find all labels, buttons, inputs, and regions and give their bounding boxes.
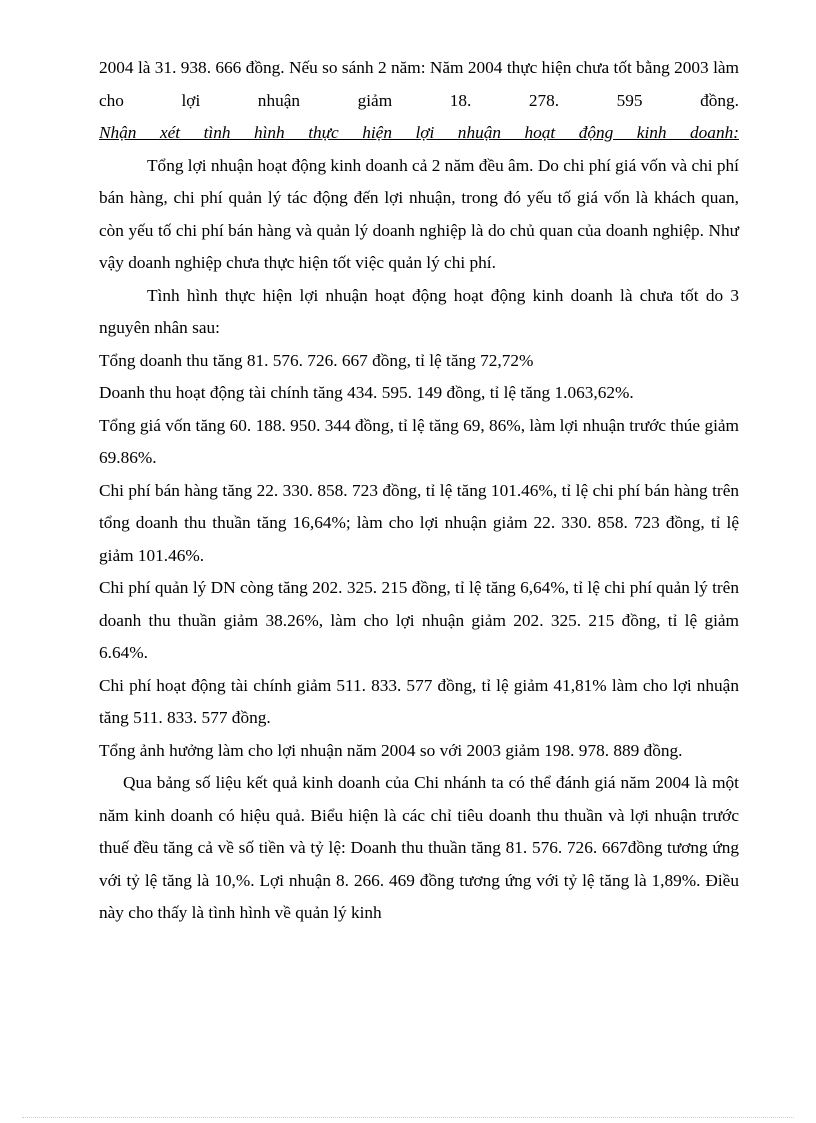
paragraph-three-causes: Tình hình thực hiện lợi nhuận hoạt động hoạt động kinh doanh là chưa tốt do 3 nguyên nhân sau: [99, 285, 739, 337]
page-bottom-divider [22, 1117, 794, 1118]
list-item-financial-expenses: Chi phí hoạt động tài chính giảm 511. 833. 577 đồng, tỉ lệ giảm 41,81% làm cho lợi nhuận tăng 511. 833. 577 đồng. [99, 675, 739, 727]
list-item-selling-expenses: Chi phí bán hàng tăng 22. 330. 858. 723 đồng, tỉ lệ tăng 101.46%, tỉ lệ chi phí bán hàng trên tổng doanh thu thuần tăng 16,64%; làm cho lợi nhuận giảm 22. 330. 858. 723 đồng, tỉ lệ giảm 101.46%. [99, 480, 739, 565]
list-item-financial-revenue: Doanh thu hoạt động tài chính tăng 434. 595. 149 đồng, tỉ lệ tăng 1.063,62%. [99, 383, 634, 402]
paragraph-business-evaluation: Qua bảng số liệu kết quả kinh doanh của Chi nhánh ta có thể đánh giá năm 2004 là một năm kinh doanh có hiệu quả. Biểu hiện là các chỉ tiêu doanh thu thuần và lợi nhuận trước thuế đều tăng cả về số tiền và tỷ lệ: Doanh thu thuần tăng 81. 576. 726. 667đồng tương ứng với tỷ lệ tăng là 10,%. Lợi nhuận 8. 266. 469 đồng tương ứng với tỷ lệ tăng là 1,89%. Điều này cho thấy là tình hình về quản lý kinh [99, 773, 739, 922]
list-item-total-impact: Tổng ảnh hưởng làm cho lợi nhuận năm 2004 so với 2003 giảm 198. 978. 889 đồng. [99, 740, 683, 760]
document-page [99, 52, 739, 930]
paragraph-total-profit-negative: Tổng lợi nhuận hoạt động kinh doanh cả 2 năm đều âm. Do chi phí giá vốn và chi phí bán hàng, chi phí quản lý tác động đến lợi nhuận, trong đó yếu tố giá vốn là khách quan, còn yếu tố chi phí bán hàng và quản lý doanh nghiệp là do chủ quan của doanh nghiệp. Như vậy doanh nghiệp chưa thực hiện tốt việc quản lý chi phí. [99, 155, 739, 272]
list-item-management-expenses: Chi phí quản lý DN còng tăng 202. 325. 215 đồng, tỉ lệ tăng 6,64%, tỉ lệ chi phí quản lý trên doanh thu thuần giảm 38.26%, làm cho lợi nhuận giảm 202. 325. 215 đồng, tỉ lệ giảm 6.64%. [99, 578, 739, 662]
section-heading-profit-review: Nhận xét tình hình thực hiện lợi nhuận hoạt động kinh doanh: [99, 123, 739, 142]
list-item-cost-of-goods: Tổng giá vốn tăng 60. 188. 950. 344 đồng, tỉ lệ tăng 69, 86%, làm lợi nhuận trước thúe giảm 69.86%. [99, 415, 739, 467]
list-item-total-revenue: Tổng doanh thu tăng 81. 576. 726. 667 đồng, tỉ lệ tăng 72,72% [99, 350, 534, 370]
paragraph-profit-comparison: 2004 là 31. 938. 666 đồng. Nếu so sánh 2 năm: Năm 2004 thực hiện chưa tốt bằng 2003 làm cho lợi nhuận giảm 18. 278. 595 đồng. [99, 58, 739, 110]
